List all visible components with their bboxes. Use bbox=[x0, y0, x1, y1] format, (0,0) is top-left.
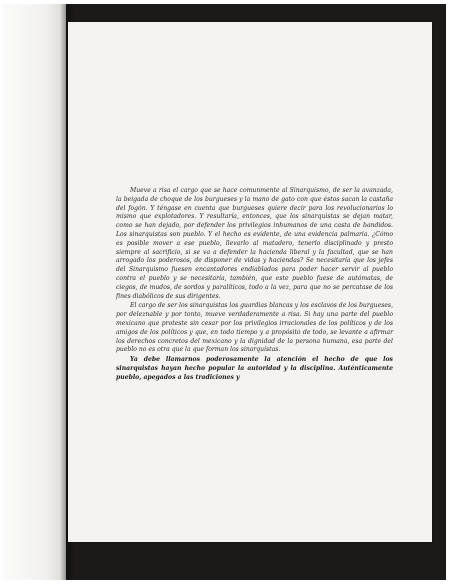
paragraph-1: Mueve a risa el cargo que se hace comunmente al Sinarquismo, de ser la avanzada, la beigada de choque de los burgueses y la mano de gato con que éstos sacan la castaña del fogón. Y téngase en cuenta que burgueses quiere decir para los revolucionarios lo mismo que explotadores. Y resultaría, entonces, que los sinarquistas se dejan matar, como se han dejado, por defender los privilegios inhumanos de una casta de bandidos. Los sinarquistas son pueblo. Y el hecho es evidente, de una evidencia palmaria. ¿Cómo es posible mover a ese pueblo, llevarlo al matadero, tenerlo disciplinado y presto siempre al sacrificio, si se va a defender la hacienda liberal y la facultad, que se han arrogado los poderosos, de disponer de vidas y haciendas? Se necesitaría que los jefes del Sinarquismo fuesen encantadores endiablados para poder hacer servir al pueblo contra el pueblo y se necesitaría, también, que este pueblo fuese de autómatas, de ciegos, de mudos, de sordos y paralíticos, todo a la vez, para que no se percatase de los fines diabólicos de sus dirigentes. bbox=[116, 187, 393, 300]
book-page bbox=[68, 22, 432, 542]
facing-page-edge bbox=[2, 4, 66, 580]
paragraph-2: El cargo de ser los sinarquistas los guardias blancas y los esclavos de los burgueses, por deleznable y por tonto, mueve verdaderamente a risa. Si hay una parte del pueblo mexicano que proteste sin cesar por los privilegios irracionales de los políticos y de los amigos de los políticos y que, en todo tiempo y a propósito de todo, se levante a afirmar los derechos concretos del mexicano y la dignidad de la persona humana, esa parte del pueblo no es otra que la que forman los sinarquistas. bbox=[116, 302, 393, 354]
paragraph-3: Ya debe llamarnos poderosamente la atención el hecho de que los sinarquistas hayan hecho popular la autoridad y la disciplina. Auténticamente pueblo, apegados a las tradiciones y bbox=[116, 356, 393, 381]
page-text-block bbox=[116, 187, 393, 384]
